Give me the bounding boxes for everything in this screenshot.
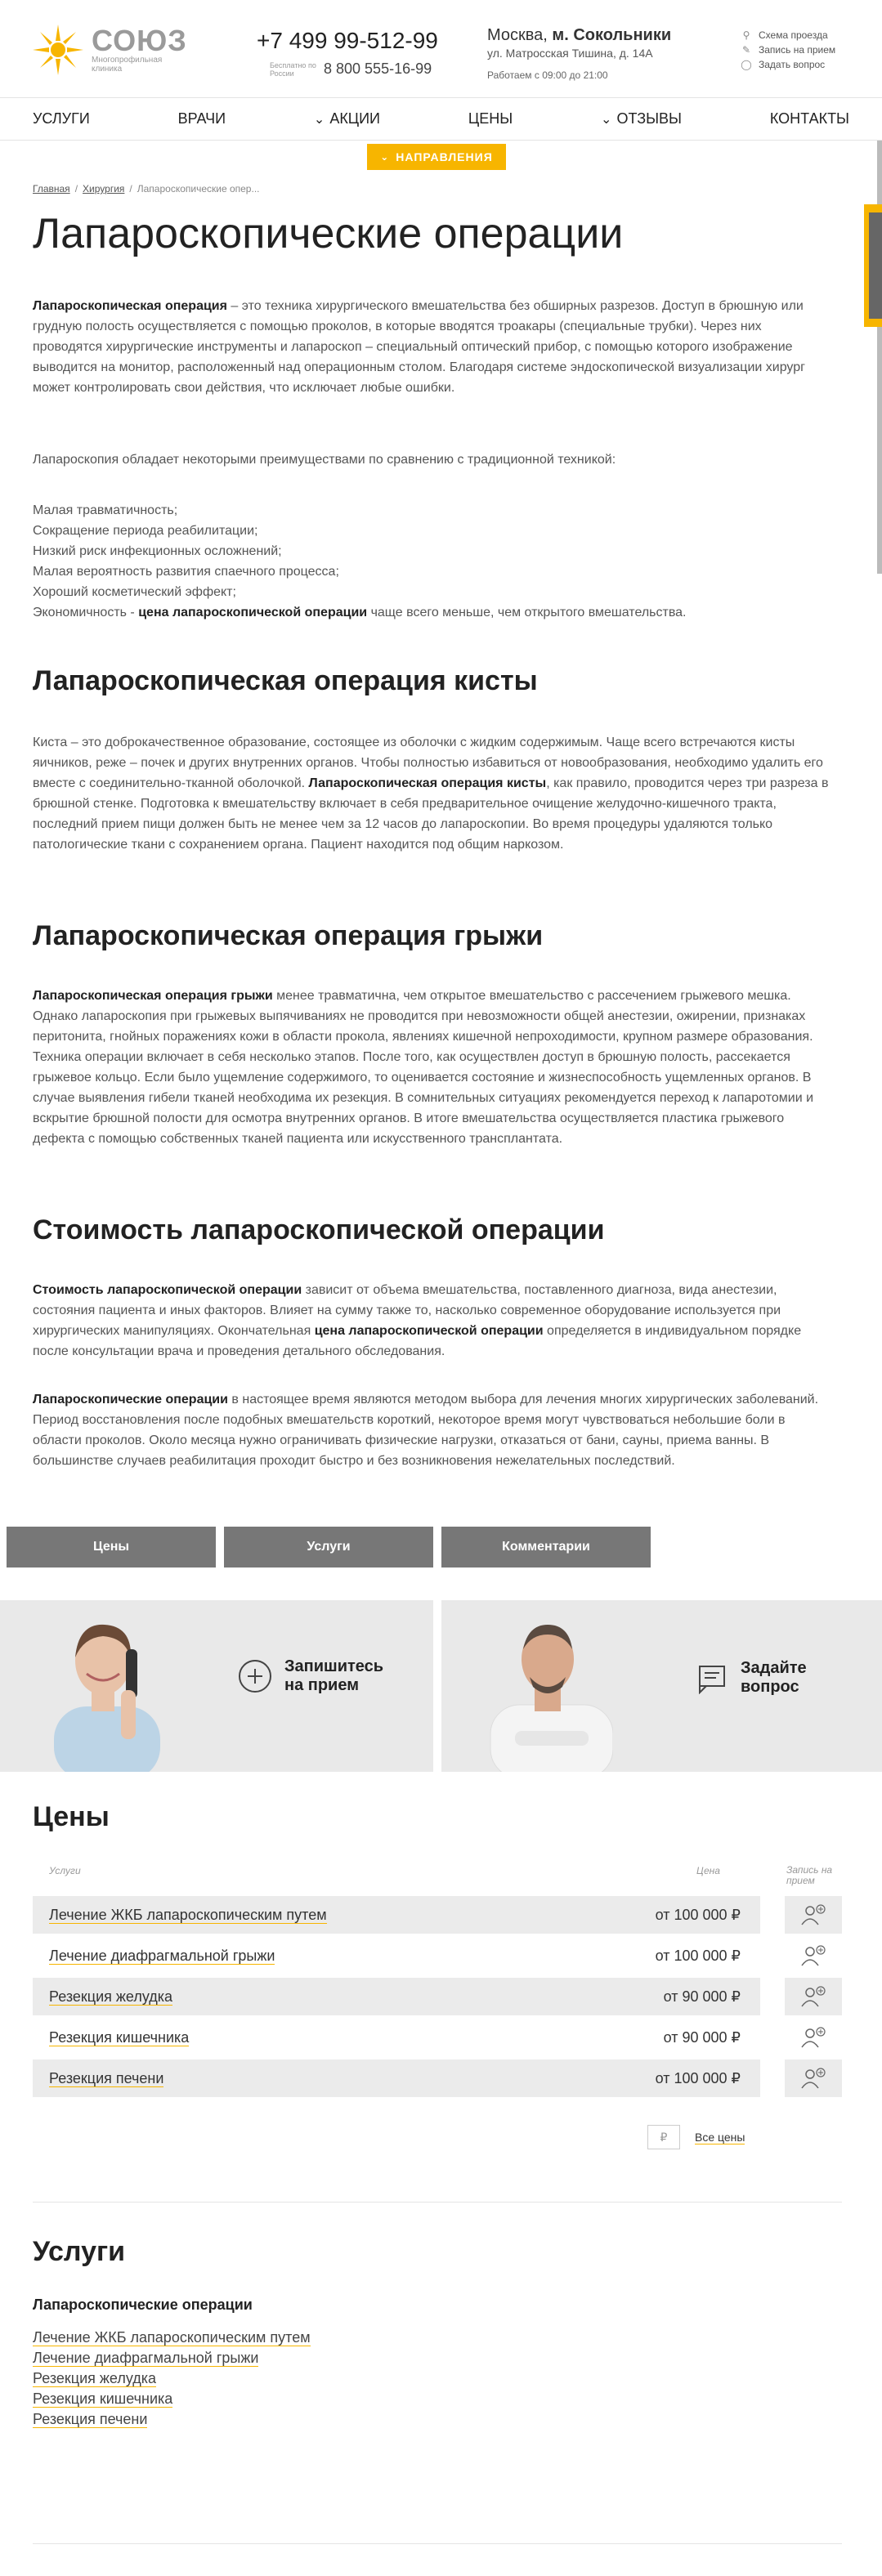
price-row [33,1896,760,1934]
breadcrumb-home[interactable]: Главная [33,183,70,195]
price-row [33,1937,760,1974]
price-service-link[interactable]: Лечение ЖКБ лапароскопическим путем [49,1906,327,1923]
address-metro: м. Сокольники [552,26,672,44]
col-price-header: Цена [696,1865,720,1876]
nav-promotions[interactable]: ⌄ АКЦИИ [313,110,380,127]
tab-services[interactable]: Услуги [224,1527,433,1568]
breadcrumb-surgery[interactable]: Хирургия [83,183,125,195]
book-button[interactable] [785,1978,842,2015]
breadcrumb-current: Лапароскопические опер... [137,183,260,195]
appointment-label: Запишитесь на прием [284,1657,384,1694]
appointment-banner[interactable] [0,1600,433,1772]
tab-prices[interactable]: Цены [7,1527,216,1568]
phone-note: Бесплатно по России [270,60,316,78]
doctor-plus-icon [799,2026,827,2049]
chevron-down-icon: ⌄ [601,112,612,127]
doctor-plus-icon [799,1903,827,1926]
address-street: ул. Матросская Тишина, д. 14А [487,47,653,60]
intro-paragraph: Лапароскопическая операция – это техника хирургического вмешательства без обширных разрезов. Доступ в брюшную или грудную полость осуществляется с помощью проколов, в которые вводятся троакары (специальные трубки). Через них проводятся хирургические инструменты и лапароскоп – специальный оптический прибор, с помощью которого изображение выводится на монитор, расположенный над операционным столом. Благодаря системе эндоскопической визуализации хирург может контролировать свои действия, что исключает любые ошибки. [33,299,805,395]
price-service-link[interactable]: Резекция печени [49,2069,164,2086]
cost-paragraph-2: Лапароскопические операции в настоящее время являются методом выбора для лечения многих хирургических заболеваний. Период восстановления после подобных вмешательств короткий, некоторое время могут чувствоваться небольшие боли в области проколов. Около месяца нужно ограничивать физические нагрузки, отказаться от бани, сауны, приема ванны. В большинстве случаев реабилитация проходит быстро и без возникновения нежелательных последствий. [33,1393,819,1468]
question-label: Задайте вопрос [741,1659,807,1696]
route-icon: ⚲ [742,29,750,41]
doctor-photo [482,1608,613,1772]
route-link[interactable]: ⚲ Схема проезда [741,28,835,42]
services-heading: Услуги [33,2236,126,2267]
logo-subtitle: Многопрофильная клиника [92,56,163,74]
nav-doctors[interactable]: ВРАЧИ [177,110,226,127]
list-item[interactable]: Лечение ЖКБ лапароскопическим путем [33,2329,311,2346]
prices-heading: Цены [33,1801,110,1832]
all-prices-link[interactable]: Все цены [695,2130,745,2144]
col-book-header: Запись на прием [786,1864,833,1886]
cyst-paragraph: Киста – это доброкачественное образование, состоящее из оболочки с жидким содержимым. Чаще всего встречаются кисты яичников, реже – почек и других внутренних органов. Чтобы полностью избавиться от новообразования, необходимо удалить его вместе с соединительно-тканной оболочкой. Лапароскопическая операция кисты, как правило, проводится через три разреза в брюшной стенке. Подготовка к вмешательству включает в себя предварительное очищение желудочно-кишечного тракта, последний прием пищи должен быть не менее чем за 12 часов до лапароскопии. Во время процедуры удаляются только патологические ткани с сохранением органа. Пациент находится под общим наркозом. [33,736,829,852]
nav-reviews[interactable]: ⌄ ОТЗЫВЫ [601,110,682,127]
price-value: от 100 000 ₽ [655,1906,741,1923]
chevron-down-icon: ⌄ [313,112,325,127]
doctor-plus-icon [799,1985,827,2008]
phone-free[interactable]: 8 800 555-16-99 [324,60,432,77]
doctor-plus-icon [799,2067,827,2090]
pencil-icon: ✎ [741,44,751,56]
book-button[interactable] [785,2019,842,2056]
price-row [33,2059,760,2097]
advantages-intro: Лапароскопия обладает некоторыми преимуществами по сравнению с традиционной техникой: [33,453,616,467]
logo-name: СОЮЗ [92,24,187,57]
nav-prices[interactable]: ЦЕНЫ [468,110,513,127]
main-nav [0,98,882,141]
side-tab[interactable] [864,204,882,327]
list-item[interactable]: Лечение диафрагмальной грыжи [33,2350,259,2366]
doctor-plus-icon [799,1944,827,1967]
hernia-heading: Лапароскопическая операция грыжи [33,920,544,951]
appointment-link[interactable]: ✎ Запись на прием [741,44,836,56]
page-title: Лапароскопические операции [33,210,624,257]
price-value: от 100 000 ₽ [655,1947,741,1964]
content-tabs [7,1527,659,1568]
phone-main[interactable]: +7 499 99-512-99 [257,28,438,53]
price-row [33,2019,760,2056]
services-subheading: Лапароскопические операции [33,2296,253,2313]
breadcrumb: Главная / Хирургия / Лапароскопические опер... [33,183,260,195]
receptionist-photo [38,1608,168,1772]
divider [33,2543,842,2544]
question-banner[interactable] [441,1600,882,1772]
logo[interactable] [31,23,187,77]
list-item[interactable]: Резекция кишечника [33,2390,173,2407]
chat-icon: ◯ [741,59,752,70]
tab-comments[interactable]: Комментарии [441,1527,651,1568]
chevron-down-icon: ⌄ [380,151,390,163]
question-form-icon [695,1661,728,1694]
cyst-heading: Лапароскопическая операция кисты [33,665,538,696]
question-link[interactable]: ◯ Задать вопрос [741,59,826,70]
col-service-header: Услуги [49,1865,81,1876]
list-item[interactable]: Резекция желудка [33,2370,157,2386]
working-hours: Работаем с 09:00 до 21:00 [487,69,608,81]
divider [33,2202,842,2203]
price-service-link[interactable]: Резекция кишечника [49,2028,190,2046]
book-button[interactable] [785,1937,842,1974]
price-service-link[interactable]: Лечение диафрагмальной грыжи [49,1947,275,1964]
price-value: от 90 000 ₽ [663,2028,741,2046]
price-value: от 100 000 ₽ [655,2069,741,2086]
book-button[interactable] [785,2059,842,2097]
ruble-icon: ₽ [647,2125,680,2149]
plus-circle-icon [239,1660,271,1693]
cost-heading: Стоимость лапароскопической операции [33,1214,605,1246]
address-block [487,26,671,81]
logo-sun-icon [31,23,85,77]
price-service-link[interactable]: Резекция желудка [49,1988,173,2005]
price-value: от 90 000 ₽ [663,1988,741,2005]
nav-contacts[interactable]: КОНТАКТЫ [769,110,849,127]
address-city: Москва, [487,26,548,44]
book-button[interactable] [785,1896,842,1934]
nav-services[interactable]: УСЛУГИ [33,110,90,127]
hernia-paragraph: Лапароскопическая операция грыжи менее травматична, чем открытое вмешательство с рассечением грыжевого мешка. Однако лапароскопия при грыжевых выпячиваниях не проводится при невозможности общей анестезии, ожирении, признаках перитонита, гнойных поражениях кожи в области прокола, явлениях кишечной непроходимости, крупном размере образования. Техника операции включает в себя несколько этапов. После того, как осуществлен доступ в брюшную полость, рассекается грыжевое кольцо. Если было ущемление содержимого, то оценивается состояние и жизнеспособность ущемленных органов. В случае выявления гибели тканей необходима их резекция. В сомнительных ситуациях рекомендуется переход к лапаротомии и вскрытие брюшной полости для осмотра внутренних органов. В итоге вмешательства осуществляется пластика грыжевого дефекта с помощью собственных тканей пациента или искусственного трансплантата. [33,989,814,1146]
advantages-list: Малая травматичность; Сокращение периода реабилитации; Низкий риск инфекционных осложнений; Малая вероятность развития спаечного процесса; Хороший косметический эффект; Экономичность - цена лапароскопической операции чаще всего меньше, чем открытого вмешательства. [33,503,687,619]
directions-button[interactable]: ⌄ НАПРАВЛЕНИЯ [367,144,506,170]
cost-paragraph-1: Стоимость лапароскопической операции зависит от объема вмешательства, поставленного диагноза, вида анестезии, состояния пациента и иных факторов. Влияет на сумму также то, насколько современное оборудование используется при хирургических манипуляциях. Окончательная цена лапароскопической операции определяется в индивидуальном порядке после консультации врача и проведения детального обследования. [33,1283,802,1358]
site-header [0,0,882,98]
list-item[interactable]: Резекция печени [33,2411,148,2427]
services-list [33,2328,311,2430]
price-row [33,1978,760,2015]
